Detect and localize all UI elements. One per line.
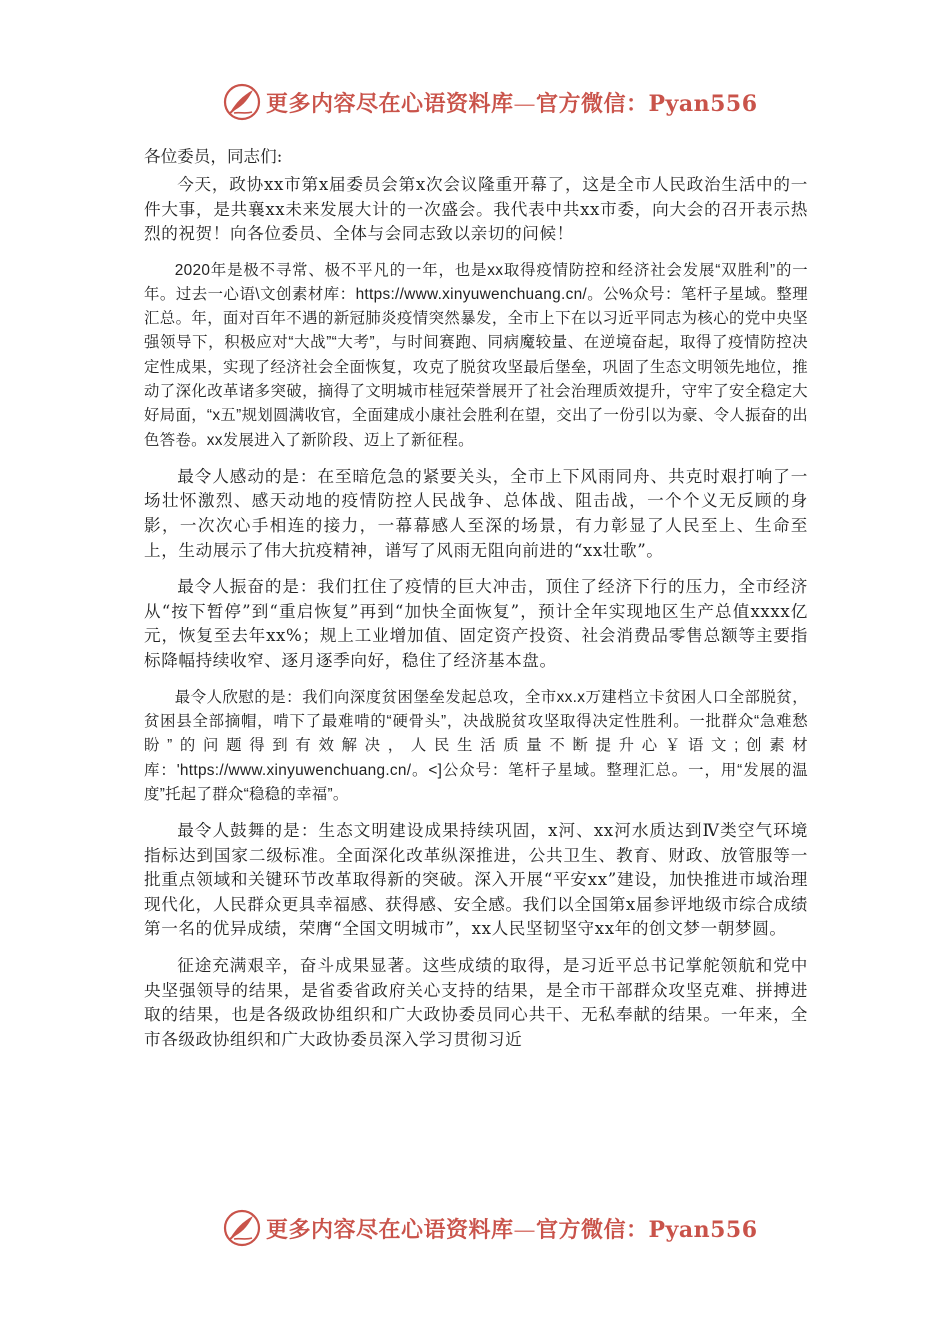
paragraph-2020-review: 2020年是极不寻常、极不平凡的一年，也是xx取得疫情防控和经济社会发展“双胜利”的一年。过去一心语\文创素材库：https://www.xinyuwenchuang.cn/。公%众号：笔杆子星域。整理汇总。年，面对百年不遇的新冠肺炎疫情突然暴发，全市上下在以习近平同志为核心的党中央坚强领导下，积极应对“大战”“大考”，与时间赛跑、同病魔较量、在逆境奋起，取得了疫情防控决定性成果，实现了经济社会全面恢复，攻克了脱贫攻坚最后堡垒，巩固了生态文明领先地位，推动了深化改革诸多突破，摘得了文明城市桂冠荣誉展开了社会治理质效提升，守牢了安全稳定大好局面，“x五”规划圆满收官，全面建成小康社会胜利在望，交出了一份引以为豪、令人振奋的出色答卷。xx发展进入了新阶段、迈上了新征程。 — [144, 261, 808, 449]
banner-text — [266, 1213, 758, 1244]
paragraph-journey: 征途充满艰辛，奋斗成果显著。这些成绩的取得，是习近平总书记掌舵领航和党中央坚强领导的结果，是省委省政府关心支持的结果，是全市干部群众攻坚克难、拼搏进取的结果，也是各级政协组织和广大政协委员同心共干、无私奉献的结果。一年来，全市各级政协组织和广大政协委员深入学习贯彻习近 — [144, 956, 808, 1049]
banner-dash: — — [513, 1217, 537, 1243]
paragraph-gratifying: 最令人欣慰的是：我们向深度贫困堡垒发起总攻，全市xx.x万建档立卡贫困人口全部脱贫，贫困县全部摘帽，啃下了最难啃的“硬骨头”，决战脱贫攻坚取得决定性胜利。一批群众“急难愁盼”的问题得到有效解决，人民生活质量不断提升心￥语文;创素材库：'https://www.xinyuwenchuang.cn/。<]公众号：笔杆子星域。整理汇总。一，用“发展的温度”托起了群众“稳稳的幸福”。 — [144, 688, 808, 803]
paragraph-opening: 今天，政协xx市第x届委员会第x次会议隆重开幕了，这是全市人民政治生活中的一件大事，是共襄xx未来发展大计的一次盛会。我代表中共xx市委，向大会的召开表示热烈的祝贺！向各位委员、全体与会同志致以亲切的问候！ — [144, 175, 808, 243]
banner-tail: 官方微信：Pyan556 — [536, 90, 758, 117]
header-banner — [222, 80, 758, 124]
feather-pen-icon — [222, 82, 262, 122]
banner-dash: — — [513, 91, 537, 117]
document-body — [144, 138, 808, 1052]
footer-banner — [222, 1206, 758, 1250]
greeting: 各位委员，同志们: — [144, 147, 283, 166]
banner-main: 更多内容尽在心语资料库 — [266, 1216, 514, 1243]
banner-text — [266, 87, 758, 118]
paragraph-inspiring: 最令人振奋的是：我们扛住了疫情的巨大冲击，顶住了经济下行的压力，全市经济从“按下暂停”到“重启恢复”再到“加快全面恢复”，预计全年实现地区生产总值xxxx亿元，恢复至去年xx%；规上工业增加值、固定资产投资、社会消费品零售总额等主要指标降幅持续收窄、逐月逐季向好，稳住了经济基本盘。 — [144, 577, 808, 671]
paragraph-moving: 最令人感动的是：在至暗危急的紧要关头，全市上下风雨同舟、共克时艰打响了一场壮怀激烈、感天动地的疫情防控人民战争、总体战、阻击战，一个个义无反顾的身影，一次次心手相连的接力，一幕幕感人至深的场景，有力彰显了人民至上、生命至上，生动展示了伟大抗疫精神，谱写了风雨无阻向前进的“xx壮歌”。 — [144, 466, 808, 560]
paragraph-encouraging: 最令人鼓舞的是：生态文明建设成果持续巩固，x河、xx河水质达到Ⅳ类空气环境指标达到国家二级标准。全面深化改革纵深推进，公共卫生、教育、财政、放管服等一批重点领域和关键环节改革取得新的突破。深入开展“平安xx”建设，加快推进市域治理现代化，人民群众更具幸福感、获得感、安全感。我们以全国第x届参评地级市综合成绩第一名的优异成绩，荣膺“全国文明城市”，xx人民坚韧坚守xx年的创文梦一朝梦圆。 — [144, 821, 808, 939]
feather-pen-icon — [222, 1208, 262, 1248]
banner-tail: 官方微信：Pyan556 — [536, 1216, 758, 1243]
banner-main: 更多内容尽在心语资料库 — [266, 90, 514, 117]
